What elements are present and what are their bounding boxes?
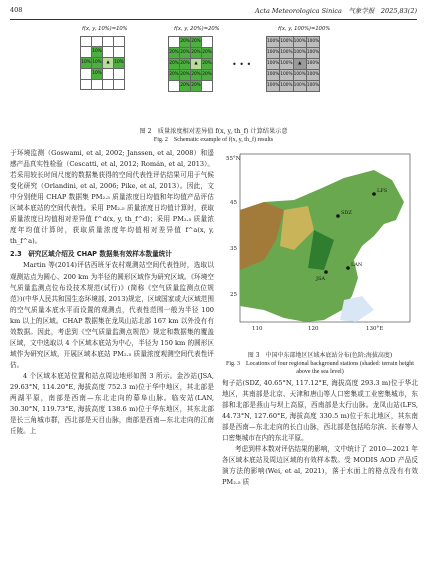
grid-cell: 20%: [202, 48, 213, 59]
fig2-caption-en: Fig. 2 Schematic example of f(x, y, th_f) results: [153, 137, 274, 143]
fig2-caption-cn: 图 2 质量浓度相对差异值 f(x, y, th_f) 计算结果示意: [139, 128, 288, 135]
grid-cell: 100%: [293, 70, 306, 81]
page-header: [10, 6, 417, 18]
grid-row: [81, 80, 125, 90]
grid-row: [81, 58, 125, 69]
grid-cell: 100%: [306, 48, 319, 59]
station-marker: [336, 214, 340, 218]
left-column: [10, 148, 214, 437]
header-rule: [10, 19, 417, 20]
grid-cell: ▲: [103, 58, 114, 69]
lat-label: 45: [230, 200, 237, 206]
grid-cell: [114, 80, 125, 90]
grid-row: [81, 47, 125, 58]
grid-cell: 100%: [293, 81, 306, 92]
grid-row: [169, 70, 213, 81]
grid-cell: 100%: [267, 48, 280, 59]
grid-cell: 20%: [169, 70, 180, 81]
grid-cell: 100%: [306, 70, 319, 81]
lat-label: 25: [230, 292, 237, 298]
panel2-grid: [168, 36, 213, 92]
grid-cell: 20%: [191, 37, 202, 48]
grid-cell: 20%: [202, 70, 213, 81]
station-marker: [372, 192, 376, 196]
grid-row: [267, 59, 320, 70]
grid-cell: 100%: [280, 48, 293, 59]
paragraph: Martin 等(2014)评估西班牙农村观测站空间代表性时，选取以观测站点为圆心、200 km 为半径的圆形区域作为研究区域。《环境空气质量监测点位布设技术规范(试行)》(简称《空气质量监测点位规范》)(中华人民共和国生态环境部, 2013)规定，区域国家或大区域范围的空气质量本底水平而设置的观测点，代表性范围一般为半径 100 km 以上的区域。CHAP 数据集在龙凤山站北部 167 km 以外没有有效数据。因此，考虑到《空气质量监测点规范》规定和数据集的覆盖区域，文中选取以 4 个区域本底站为中心，半径为 150 km 的圆形区域作为研究区域，开展区域本底站 PM₂.₅ 质量浓度观测空间代表性评估。: [10, 261, 214, 369]
grid-cell: [92, 37, 103, 47]
lon-label: 130°E: [366, 326, 384, 332]
station-label: LFS: [377, 188, 388, 194]
grid-row: [267, 37, 320, 48]
station-label: SDZ: [341, 210, 352, 216]
grid-cell: 20%: [191, 48, 202, 59]
grid-cell: 100%: [267, 59, 280, 70]
grid-cell: 20%: [202, 59, 213, 70]
grid-cell: 10%: [114, 58, 125, 69]
fig3-caption: [222, 352, 418, 377]
paragraph: 于环境监测（Goswami, et al, 2002; Janssen, et al, 2008）和遥感产品真实性检验（Cescatti, et al, 2012; Román, et al, 2013）。若采用较长时间尺度的数据集获得的空间代表性评估结果可用于气候变化研究（Orlandini, et al, 2006; Pike, et al, 2013）。因此，文中分别使用 CHAP 数据集 PM₂.₅ 质量浓度日均值和年均值产品评估区域本底站的空间代表性。采用 PM₂.₅ 质量浓度日均值计算时，获取质量浓度日均值相对差异值 f^d(x, y, th_f^d)；采用 PM₂.₅ 质量浓度年均值计算时，获取质量浓度年均值相对差异值 f^a(x, y, th_f^a)。: [10, 149, 214, 246]
grid-row: [267, 70, 320, 81]
panel3-grid: [266, 36, 320, 92]
grid-cell: [81, 69, 92, 80]
ellipsis: • • •: [232, 60, 252, 69]
grid-row: [169, 81, 213, 92]
grid-cell: 20%: [180, 81, 191, 92]
grid-cell: 20%: [180, 48, 191, 59]
grid-row: [169, 37, 213, 48]
station-marker: [324, 270, 328, 274]
grid-cell: 10%: [92, 47, 103, 58]
grid-cell: ▲: [191, 59, 202, 70]
paragraph: 4 个区域本底站位置和站点周边地形如图 3 所示。金沙站(JSA, 29.63°N, 114.20°E, 海拔高度 752.3 m)位于华中地区，其北部是两湖平原，南部是西南—东北走向的幕阜山脉。临安站(LAN, 30.30°N, 119.73°E, 海拔高度 138.6 m)位于华东地区，其东北部是长三角城市群，西北部是天目山脉，南部是西南—东北走向的江南丘陵。上: [10, 371, 214, 436]
grid-cell: 100%: [267, 81, 280, 92]
grid-cell: 20%: [191, 70, 202, 81]
grid-cell: 10%: [92, 69, 103, 80]
grid-cell: [81, 47, 92, 58]
fig3-caption-en: Fig. 3 Locations of four regional background stations (shaded: terrain height above the sea level): [226, 361, 414, 376]
station-label: LAN: [351, 262, 363, 268]
lat-label: 55°N: [226, 156, 241, 162]
fig3-caption-cn: 图 3 中国中东部地区区域本底站分布(色阶:海拔高度): [247, 352, 393, 359]
panel1-title: f(x, y, 10%)=10%: [82, 26, 128, 32]
grid-cell: 10%: [81, 58, 92, 69]
station-label: JSA: [316, 276, 326, 282]
grid-cell: 100%: [293, 48, 306, 59]
paragraph: 甸子站(SDZ, 40.65°N, 117.12°E, 海拔高度 293.3 m)位于华北地区，其南部是北京、天津和唐山等人口密集或工业密集城市，东部和北部是燕山与坝上高原，西南部是太行山脉。龙凤山站(LFS, 44.73°N, 127.60°E, 海拔高度 330.5 m)位于东北地区，其东南部是西南—东北走向的长白山脉，西北部是包括哈尔滨、长春等人口密集城市在内的东北平原。: [222, 379, 418, 443]
grid-cell: 20%: [180, 70, 191, 81]
grid-cell: [81, 37, 92, 47]
grid-cell: [92, 80, 103, 90]
grid-cell: 100%: [306, 81, 319, 92]
grid-cell: 100%: [293, 37, 306, 48]
grid-cell: [81, 80, 92, 90]
grid-cell: 100%: [280, 37, 293, 48]
lat-label: 35: [230, 246, 237, 252]
grid-cell: [103, 47, 114, 58]
journal-title: Acta Meteorologica Sinica 气象学报 2025,83(2): [255, 7, 417, 15]
grid-cell: 100%: [280, 59, 293, 70]
grid-cell: [114, 37, 125, 47]
grid-cell: 10%: [92, 58, 103, 69]
grid-cell: 100%: [306, 59, 319, 70]
grid-cell: [114, 47, 125, 58]
grid-cell: 100%: [267, 70, 280, 81]
grid-cell: 20%: [169, 48, 180, 59]
station-map: [224, 150, 414, 336]
lon-label: 110: [252, 326, 263, 332]
grid-cell: [169, 81, 180, 92]
grid-cell: [103, 37, 114, 47]
grid-row: [169, 48, 213, 59]
grid-row: [81, 69, 125, 80]
grid-cell: 100%: [280, 81, 293, 92]
grid-cell: [202, 37, 213, 48]
paragraph: 考虑到样本数对评估结果的影响，文中统计了 2010—2021 年各区域本底站及周边区域的有效样本数。受 MODIS AOD 产品反演方法的影响(Wei, et al, 2021)，落于水面上的格点没有有效 PM₂.₅ 质: [222, 445, 418, 487]
grid-cell: 100%: [306, 37, 319, 48]
grid-cell: [103, 80, 114, 90]
panel3-title: f(x, y, 100%)=100%: [278, 26, 331, 32]
grid-row: [267, 48, 320, 59]
lon-label: 120: [308, 326, 319, 332]
section-heading: 2.3 研究区域介绍及 CHAP 数据集有效样本数量统计: [10, 250, 172, 259]
grid-cell: 100%: [267, 37, 280, 48]
grid-cell: ▲: [293, 59, 306, 70]
grid-cell: [114, 69, 125, 80]
grid-row: [81, 37, 125, 47]
figure-2: [60, 26, 370, 126]
right-column: [222, 378, 418, 488]
grid-cell: 20%: [169, 59, 180, 70]
grid-cell: [202, 81, 213, 92]
panel1-grid: [80, 36, 125, 90]
panel2-title: f(x, y, 20%)=20%: [174, 26, 220, 32]
grid-cell: [169, 37, 180, 48]
page-number: 408: [10, 6, 23, 14]
station-marker: [346, 266, 350, 270]
grid-cell: 20%: [191, 81, 202, 92]
grid-row: [169, 59, 213, 70]
grid-cell: [103, 69, 114, 80]
grid-row: [267, 81, 320, 92]
grid-cell: 20%: [180, 59, 191, 70]
grid-cell: 20%: [180, 37, 191, 48]
grid-cell: 100%: [280, 70, 293, 81]
